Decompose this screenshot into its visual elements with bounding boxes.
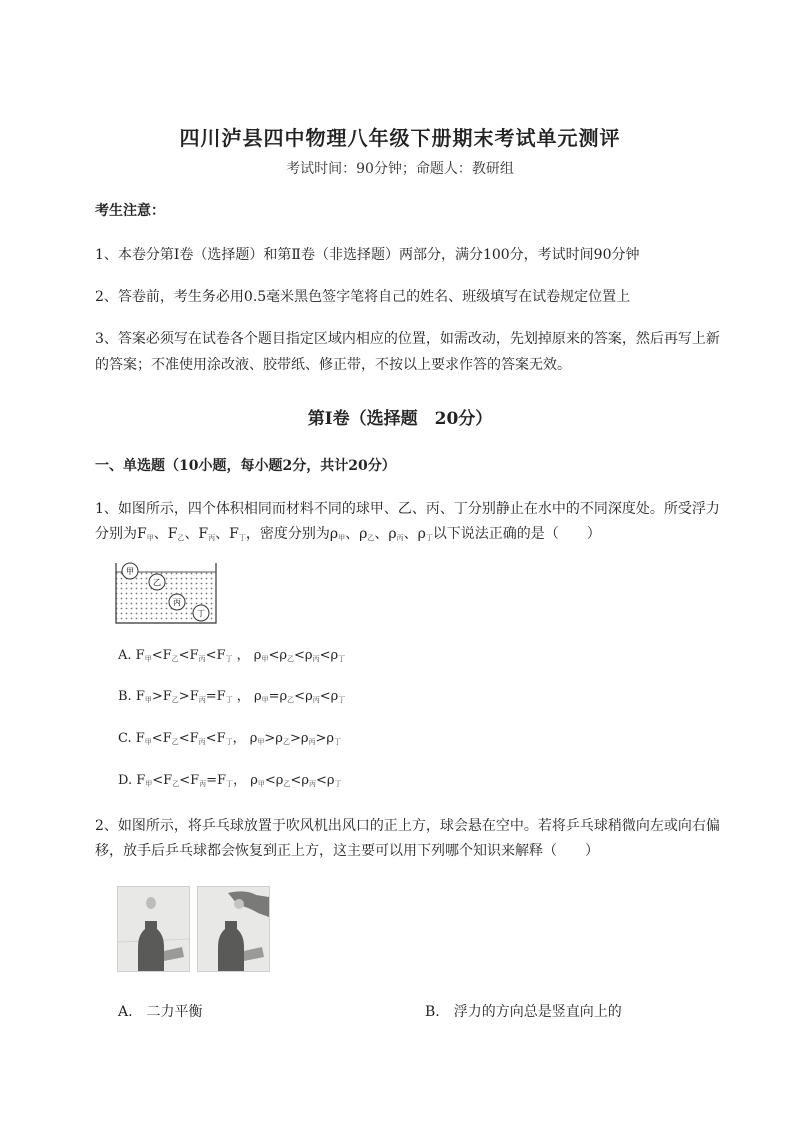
q1-option-c[interactable]: C. $F_甲<F_乙<F_丙<F_丁$， $\rho_甲>\rho_乙>\rho_丙>\rho_丁$	[118, 731, 342, 746]
note-item-3-line-2: 的答案；不准使用涂改液、胶带纸、修正带，不按以上要求作答的答案无效。	[95, 357, 571, 373]
q2-stem-line-1: 2、如图所示，将乒乓球放置于吹风机出风口的正上方，球会悬在空中。若将乒乓球稍微向左或向右偏	[95, 818, 720, 834]
ping-pong-ball	[146, 897, 156, 909]
notes-heading: 考生注意：	[95, 203, 165, 219]
svg-text:丙: 丙	[173, 598, 181, 607]
q2-photo-2	[197, 886, 270, 972]
q1-stem-line-1: 1、如图所示，四个体积相同而材料不同的球甲、乙、丙、丁分别静止在水中的不同深度处。所受浮力	[95, 501, 720, 517]
q1-stem-line-2: 分别为$F_甲$、$F_乙$、$F_丙$、$F_丁$，密度分别为$\rho_甲$、$\rho_乙$、$\rho_丙$、$\rho_丁$以下说法正确的是（ ）	[95, 526, 601, 542]
ball-jia	[122, 563, 138, 579]
q2-option-b[interactable]: B. 浮力的方向总是竖直向上的	[425, 1004, 622, 1020]
section-subheading: 一、单选题（10小题，每小题2分，共计20分）	[95, 458, 396, 474]
note-item-2: 2、答卷前，考生务必用0.5毫米黑色签字笔将自己的姓名、班级填写在试卷规定位置上	[95, 289, 631, 305]
exam-title: 四川泸县四中物理八年级下册期末考试单元测评	[179, 126, 621, 150]
ball-bing	[169, 594, 185, 610]
q1-option-a[interactable]: A. $F_甲<F_乙<F_丙<F_丁$ ， $\rho_甲<\rho_乙<\rho_丙<\rho_丁$	[118, 648, 346, 663]
svg-text:丁: 丁	[197, 609, 205, 618]
svg-text:甲: 甲	[126, 567, 134, 576]
svg-text:乙: 乙	[153, 578, 161, 587]
section-title: 第I卷（选择题 20分）	[307, 409, 493, 429]
q1-option-d[interactable]: D. $F_甲<F_乙<F_丙=F_丁$， $\rho_甲<\rho_乙<\rho_丙<\rho_丁$	[118, 773, 342, 788]
q1-option-b[interactable]: B. $F_甲>F_乙>F_丙=F_丁$ ， $\rho_甲=\rho_乙<\rho_丙<\rho_丁$	[118, 689, 346, 704]
ball-yi	[149, 574, 165, 590]
note-item-3-line-1: 3、答案必须写在试卷各个题目指定区域内相应的位置，如需改动，先划掉原来的答案，然后再写上新	[95, 331, 720, 347]
q2-stem-line-2: 移，放手后乒乓球都会恢复到正上方，这主要可以用下列哪个知识来解释（ ）	[95, 843, 599, 859]
q2-photo-1	[117, 886, 190, 972]
q1-figure	[115, 562, 217, 624]
ball-ding	[193, 605, 209, 621]
exam-subtitle: 考试时间：90分钟；命题人：教研组	[286, 161, 514, 177]
ping-pong-ball	[234, 899, 244, 909]
note-item-1: 1、本卷分第I卷（选择题）和第Ⅱ卷（非选择题）两部分，满分100分，考试时间90分钟	[95, 247, 640, 263]
q2-option-a[interactable]: A. 二力平衡	[118, 1004, 203, 1020]
